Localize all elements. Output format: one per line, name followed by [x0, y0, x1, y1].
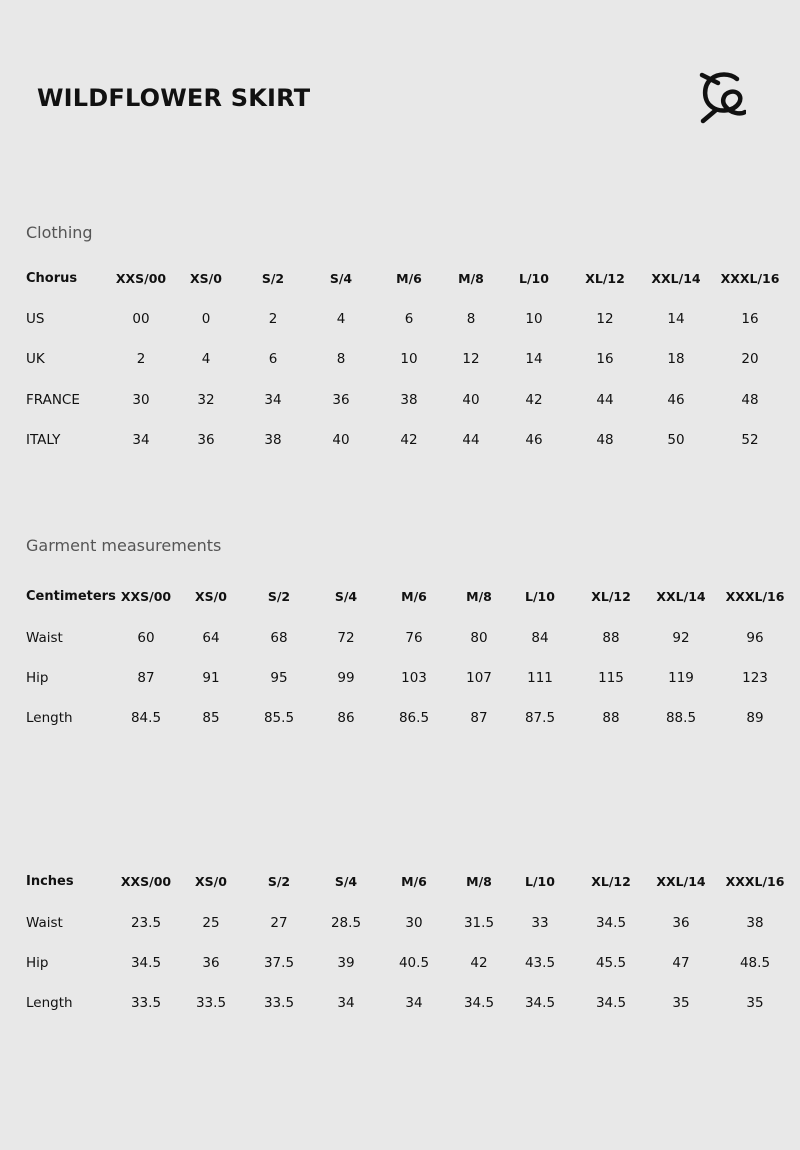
- table-cell: 88: [602, 630, 620, 646]
- row-label: Length: [26, 995, 73, 1011]
- table-cell: 14: [667, 311, 685, 327]
- table-cell: 36: [197, 432, 215, 448]
- size-column-header: S/4: [334, 874, 358, 889]
- size-column-header: M/8: [466, 589, 492, 604]
- table-cell: 76: [405, 630, 423, 646]
- table-cell: 64: [202, 630, 220, 646]
- size-column-header: S/2: [267, 589, 291, 604]
- table-cell: 34: [405, 995, 423, 1011]
- table-cell: 111: [527, 670, 553, 686]
- size-column-header: XXS/00: [120, 874, 172, 889]
- table-cell: 72: [337, 630, 355, 646]
- size-column-header: XS/0: [195, 874, 227, 889]
- size-column-header: XXL/14: [651, 271, 701, 286]
- size-column-header: XL/12: [591, 874, 631, 889]
- table-cell: 34.5: [130, 955, 162, 971]
- table-cell: 31.5: [463, 915, 495, 931]
- size-column-header: L/10: [519, 271, 549, 286]
- table-cell: 34: [337, 995, 355, 1011]
- table-cell: 84: [531, 630, 549, 646]
- table-cell: 2: [268, 311, 278, 327]
- table-cell: 6: [268, 351, 278, 367]
- table-cell: 86: [337, 710, 355, 726]
- table-cell: 4: [201, 351, 211, 367]
- size-column-header: XL/12: [585, 271, 625, 286]
- garment-measurements-heading: Garment measurements: [26, 536, 222, 555]
- table-cell: 42: [400, 432, 418, 448]
- table-cell: 46: [525, 432, 543, 448]
- table-cell: 107: [466, 670, 492, 686]
- size-column-header: S/4: [334, 589, 358, 604]
- size-column-header: L/10: [525, 589, 555, 604]
- table-cell: 2: [136, 351, 146, 367]
- table-cell: 39: [337, 955, 355, 971]
- table-cell: 33.5: [263, 995, 295, 1011]
- table-cell: 96: [746, 630, 764, 646]
- table-cell: 20: [741, 351, 759, 367]
- table-cell: 27: [270, 915, 288, 931]
- table-cell: 16: [741, 311, 759, 327]
- table-cell: 92: [672, 630, 690, 646]
- table-cell: 34.5: [524, 995, 556, 1011]
- size-column-header: S/4: [329, 271, 353, 286]
- table-cell: 123: [742, 670, 768, 686]
- table-cell: 88: [602, 710, 620, 726]
- row-label: Waist: [26, 630, 63, 646]
- table-cell: 16: [596, 351, 614, 367]
- size-column-header: XXXL/16: [725, 589, 785, 604]
- table-cell: 89: [746, 710, 764, 726]
- table-cell: 44: [462, 432, 480, 448]
- table-cell: 10: [525, 311, 543, 327]
- table-cell: 91: [202, 670, 220, 686]
- table-cell: 50: [667, 432, 685, 448]
- table-cell: 00: [132, 311, 150, 327]
- table-cell: 42: [470, 955, 488, 971]
- table-cell: 37.5: [263, 955, 295, 971]
- row-label: ITALY: [26, 432, 61, 448]
- table-cell: 35: [672, 995, 690, 1011]
- table-cell: 46: [667, 392, 685, 408]
- table-cell: 34.5: [595, 995, 627, 1011]
- row-label: FRANCE: [26, 392, 80, 408]
- table-cell: 86.5: [398, 710, 430, 726]
- table-cell: 10: [400, 351, 418, 367]
- table-cell: 36: [672, 915, 690, 931]
- table-cell: 52: [741, 432, 759, 448]
- row-label: Waist: [26, 915, 63, 931]
- table-cell: 14: [525, 351, 543, 367]
- table-cell: 33.5: [195, 995, 227, 1011]
- table-cell: 30: [405, 915, 423, 931]
- size-column-header: M/8: [466, 874, 492, 889]
- size-column-header: S/2: [267, 874, 291, 889]
- size-column-header: XXXL/16: [720, 271, 780, 286]
- table-cell: 8: [466, 311, 476, 327]
- table-header-label: Chorus: [26, 271, 78, 286]
- size-column-header: M/6: [396, 271, 422, 286]
- table-cell: 34.5: [463, 995, 495, 1011]
- size-column-header: XXL/14: [656, 874, 706, 889]
- table-cell: 12: [462, 351, 480, 367]
- table-cell: 36: [202, 955, 220, 971]
- table-cell: 95: [270, 670, 288, 686]
- table-cell: 18: [667, 351, 685, 367]
- table-cell: 34.5: [595, 915, 627, 931]
- table-cell: 6: [404, 311, 414, 327]
- size-column-header: XXL/14: [656, 589, 706, 604]
- cursive-c-logo-icon: [694, 70, 746, 124]
- table-cell: 30: [132, 392, 150, 408]
- table-cell: 33.5: [130, 995, 162, 1011]
- table-cell: 32: [197, 392, 215, 408]
- size-column-header: M/6: [401, 874, 427, 889]
- row-label: Hip: [26, 670, 49, 686]
- clothing-heading: Clothing: [26, 223, 93, 242]
- table-cell: 47: [672, 955, 690, 971]
- table-cell: 36: [332, 392, 350, 408]
- table-cell: 60: [137, 630, 155, 646]
- page-title: WILDFLOWER SKIRT: [37, 84, 311, 112]
- table-cell: 42: [525, 392, 543, 408]
- table-cell: 34: [264, 392, 282, 408]
- table-cell: 38: [264, 432, 282, 448]
- row-label: Hip: [26, 955, 49, 971]
- table-cell: 38: [746, 915, 764, 931]
- table-cell: 4: [336, 311, 346, 327]
- table-cell: 12: [596, 311, 614, 327]
- table-cell: 38: [400, 392, 418, 408]
- table-cell: 68: [270, 630, 288, 646]
- row-label: Length: [26, 710, 73, 726]
- table-cell: 85: [202, 710, 220, 726]
- table-cell: 87: [137, 670, 155, 686]
- size-column-header: XXS/00: [115, 271, 167, 286]
- table-cell: 88.5: [665, 710, 697, 726]
- table-cell: 115: [598, 670, 624, 686]
- table-cell: 25: [202, 915, 220, 931]
- table-cell: 33: [531, 915, 549, 931]
- table-cell: 8: [336, 351, 346, 367]
- row-label: US: [26, 311, 45, 327]
- size-column-header: S/2: [261, 271, 285, 286]
- table-cell: 99: [337, 670, 355, 686]
- table-header-label: Centimeters: [26, 589, 116, 604]
- table-cell: 0: [201, 311, 211, 327]
- size-column-header: XL/12: [591, 589, 631, 604]
- size-column-header: M/8: [458, 271, 484, 286]
- table-header-label: Inches: [26, 874, 74, 889]
- table-cell: 35: [746, 995, 764, 1011]
- table-cell: 80: [470, 630, 488, 646]
- table-cell: 40: [332, 432, 350, 448]
- size-column-header: XXS/00: [120, 589, 172, 604]
- size-column-header: M/6: [401, 589, 427, 604]
- table-cell: 87: [470, 710, 488, 726]
- size-column-header: XS/0: [190, 271, 222, 286]
- size-column-header: L/10: [525, 874, 555, 889]
- table-cell: 48: [741, 392, 759, 408]
- table-cell: 48.5: [739, 955, 771, 971]
- table-cell: 28.5: [330, 915, 362, 931]
- table-cell: 40: [462, 392, 480, 408]
- table-cell: 23.5: [130, 915, 162, 931]
- table-cell: 34: [132, 432, 150, 448]
- row-label: UK: [26, 351, 45, 367]
- table-cell: 43.5: [524, 955, 556, 971]
- size-column-header: XXXL/16: [725, 874, 785, 889]
- table-cell: 45.5: [595, 955, 627, 971]
- table-cell: 103: [401, 670, 427, 686]
- table-cell: 44: [596, 392, 614, 408]
- table-cell: 48: [596, 432, 614, 448]
- table-cell: 87.5: [524, 710, 556, 726]
- table-cell: 84.5: [130, 710, 162, 726]
- table-cell: 85.5: [263, 710, 295, 726]
- size-column-header: XS/0: [195, 589, 227, 604]
- table-cell: 40.5: [398, 955, 430, 971]
- table-cell: 119: [668, 670, 694, 686]
